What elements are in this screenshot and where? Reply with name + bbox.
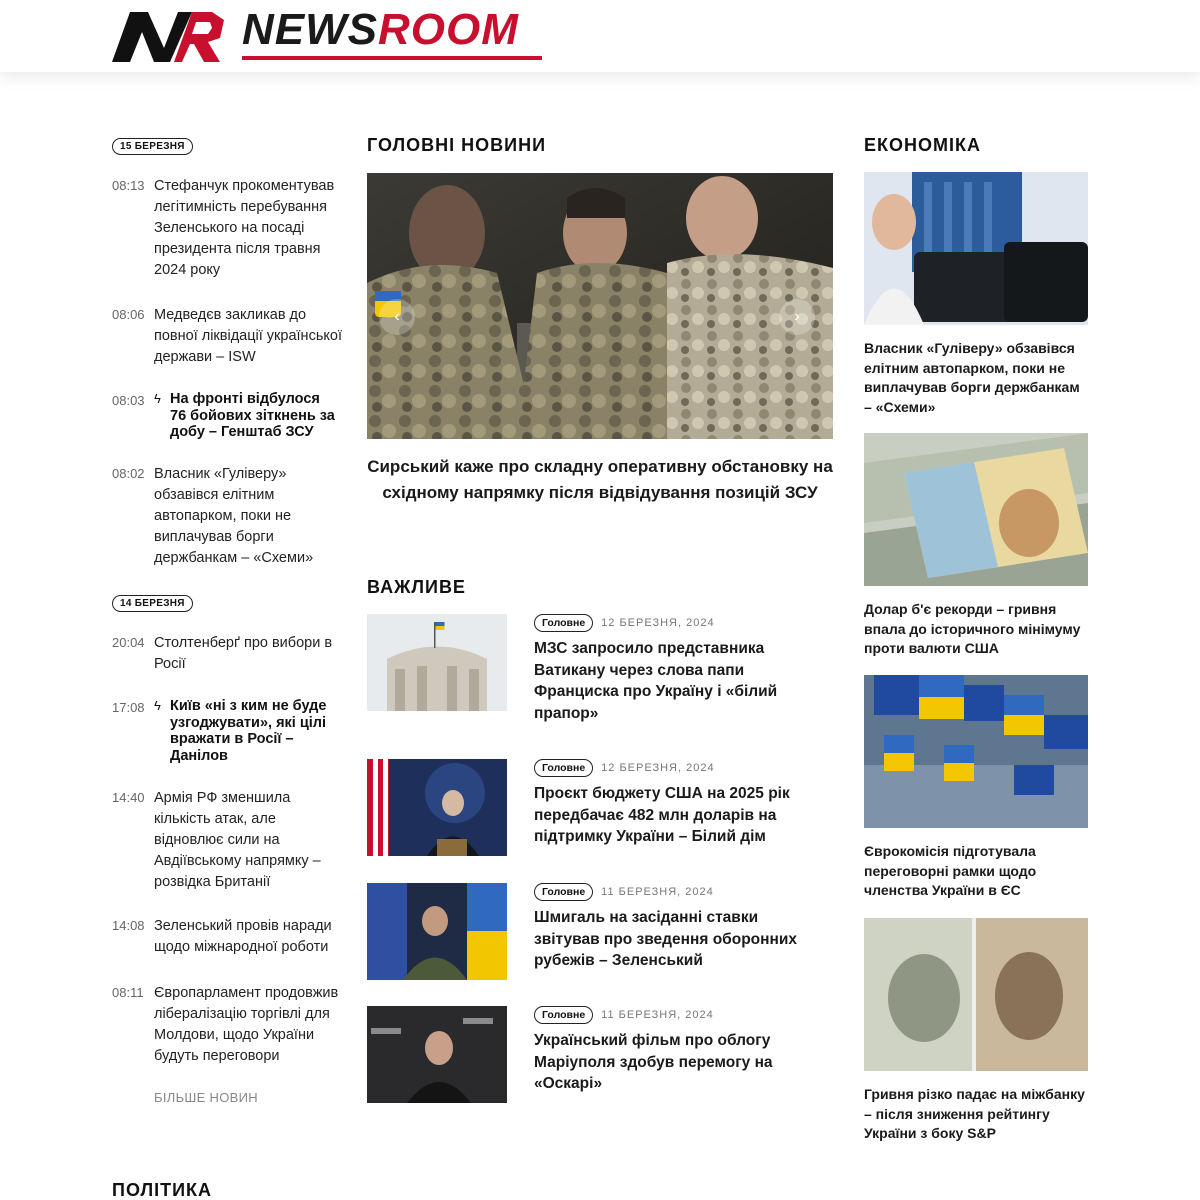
article-headline[interactable]: Проєкт бюджету США на 2025 рік передбачає 482 млн доларів на підтримку України – Білий дім [534,785,790,845]
hero-headline[interactable]: Сирський каже про складну оперативну обстановку на східному напрямку після відвідування позицій ЗСУ [367,457,833,502]
article-meta [534,759,715,777]
article-thumbnail[interactable] [864,433,1088,586]
hero-image[interactable] [367,173,833,439]
article-thumbnail[interactable] [367,614,507,711]
article-headline[interactable]: Долар б'є рекорди – гривня впала до історичного мінімуму проти валюти США [864,601,1081,656]
article-headline[interactable]: МЗС запросило представника Ватикану через слова папи Франциска про Україну і «білий прапор» [534,640,778,722]
article-thumbnail[interactable] [367,759,507,856]
feed-headline[interactable]: На фронті відбулося 76 бойових зіткнень за добу – Генштаб ЗСУ [170,391,335,440]
economy-article[interactable] [864,918,1088,1144]
article-headline[interactable]: Український фільм про облогу Маріуполя здобув перемогу на «Оскарі» [534,1032,773,1092]
article-meta [534,614,715,632]
article-date: 11 БЕРЕЗНЯ, 2024 [601,886,714,898]
slider-prev-button[interactable] [379,299,415,335]
banknotes-photo [864,918,1088,1071]
category-tag[interactable]: Головне [534,614,593,632]
feed-item-urgent[interactable] [112,698,342,764]
economy-section-title: ЕКОНОМІКА [864,135,981,155]
feed-headline[interactable]: Європарламент продовжив лібералізацію торгівлі для Молдови, щодо України будуть переговори [154,985,339,1064]
article-headline[interactable]: Єврокомісія підготувала переговорні рамки щодо членства України в ЄС [864,843,1037,898]
feed-time: 08:11 [112,985,144,1000]
feed-headline[interactable]: Власник «Гуліверу» обзавівся елітним автопарком, поки не виплачував борги держбанкам – «Схеми» [154,466,314,566]
feed-time: 14:08 [112,918,145,933]
logo-underline [242,56,542,60]
logo-room-text: ROOM [378,5,519,54]
feed-headline[interactable]: Медведєв закликав до повної ліквідації української держави – ISW [154,307,342,365]
feed-time: 17:08 [112,700,145,715]
flags-photo [864,675,1088,828]
article-thumbnail[interactable] [367,883,507,980]
slider-next-button[interactable] [779,299,815,335]
article-headline[interactable]: Гривня різко падає на міжбанку – після зниження рейтингу України з боку S&P [864,1086,1085,1141]
feed-item[interactable] [112,916,342,958]
feed-item-urgent[interactable] [112,391,342,441]
feed-time: 08:06 [112,307,145,322]
feed-headline[interactable]: Київ «ні з ким не буде узгоджувати», які цілі вражати в Росії – Данілов [170,698,327,764]
feed-headline[interactable]: Стефанчук прокоментував легітимність перебування Зеленського на посаді президента після травня 2024 року [154,178,335,278]
lightning-icon: ϟ [154,698,161,713]
category-tag[interactable]: Головне [534,759,593,777]
currency-photo [864,433,1088,586]
feed-date-pill: 14 БЕРЕЗНЯ [112,595,193,612]
economy-article[interactable] [864,433,1088,659]
feed-item[interactable] [112,176,342,281]
festival-photo [367,1006,507,1103]
feed-headline[interactable]: Армія РФ зменшила кількість атак, але відновлює сили на Авдіївському напрямку – розвідка Британії [154,790,321,890]
feed-headline[interactable]: Столтенберґ про вибори в Росії [154,635,333,672]
article-headline[interactable]: Власник «Гуліверу» обзавівся елітним автопарком, поки не виплачував борги держбанкам – «Схеми» [864,340,1080,415]
article-thumbnail[interactable] [367,1006,507,1103]
feed-time: 14:40 [112,790,145,805]
article-thumbnail[interactable] [864,918,1088,1071]
feed-item[interactable] [112,633,342,675]
site-header [0,0,1200,72]
logo-mark-icon [112,8,224,62]
article-thumbnail[interactable] [864,172,1088,325]
feed-time: 08:13 [112,178,145,193]
politics-section-title: ПОЛІТИКА [112,1180,213,1200]
hero-photo [367,173,833,439]
article-date: 12 БЕРЕЗНЯ, 2024 [601,617,715,629]
building-photo [367,614,507,711]
feed-item[interactable] [112,983,342,1067]
article-date: 12 БЕРЕЗНЯ, 2024 [601,762,715,774]
article-date: 11 БЕРЕЗНЯ, 2024 [601,1009,714,1021]
feed-item[interactable] [112,464,342,569]
feed-time: 08:02 [112,466,145,481]
economy-article[interactable] [864,172,1088,417]
article-thumbnail[interactable] [864,675,1088,828]
economy-article[interactable] [864,675,1088,901]
feed-time: 08:03 [112,393,145,408]
article-headline[interactable]: Шмигаль на засіданні ставки звітував про зведення оборонних рубежів – Зеленський [534,909,798,969]
article-meta [534,883,714,901]
main-news-title: ГОЛОВНІ НОВИНИ [367,135,547,155]
more-news-link[interactable]: БІЛЬШЕ НОВИН [154,1090,258,1105]
article-meta [534,1006,714,1024]
logo-news-text: NEWS [242,5,378,54]
press-briefing-photo [367,759,507,856]
logo-wordmark [242,5,519,62]
address-photo [367,883,507,980]
category-tag[interactable]: Головне [534,883,593,901]
feed-item[interactable] [112,305,342,368]
site-logo[interactable] [112,5,519,62]
feed-headline[interactable]: Зеленський провів наради щодо міжнародної роботи [154,918,332,955]
feed-item[interactable] [112,788,342,893]
feed-time: 20:04 [112,635,145,650]
category-tag[interactable]: Головне [534,1006,593,1024]
chevron-right-icon: › [794,308,800,325]
feed-date-pill: 15 БЕРЕЗНЯ [112,138,193,155]
cars-photo [864,172,1088,325]
chevron-left-icon: ‹ [394,308,400,325]
lightning-icon: ϟ [154,391,161,406]
important-section-title: ВАЖЛИВЕ [367,577,466,597]
